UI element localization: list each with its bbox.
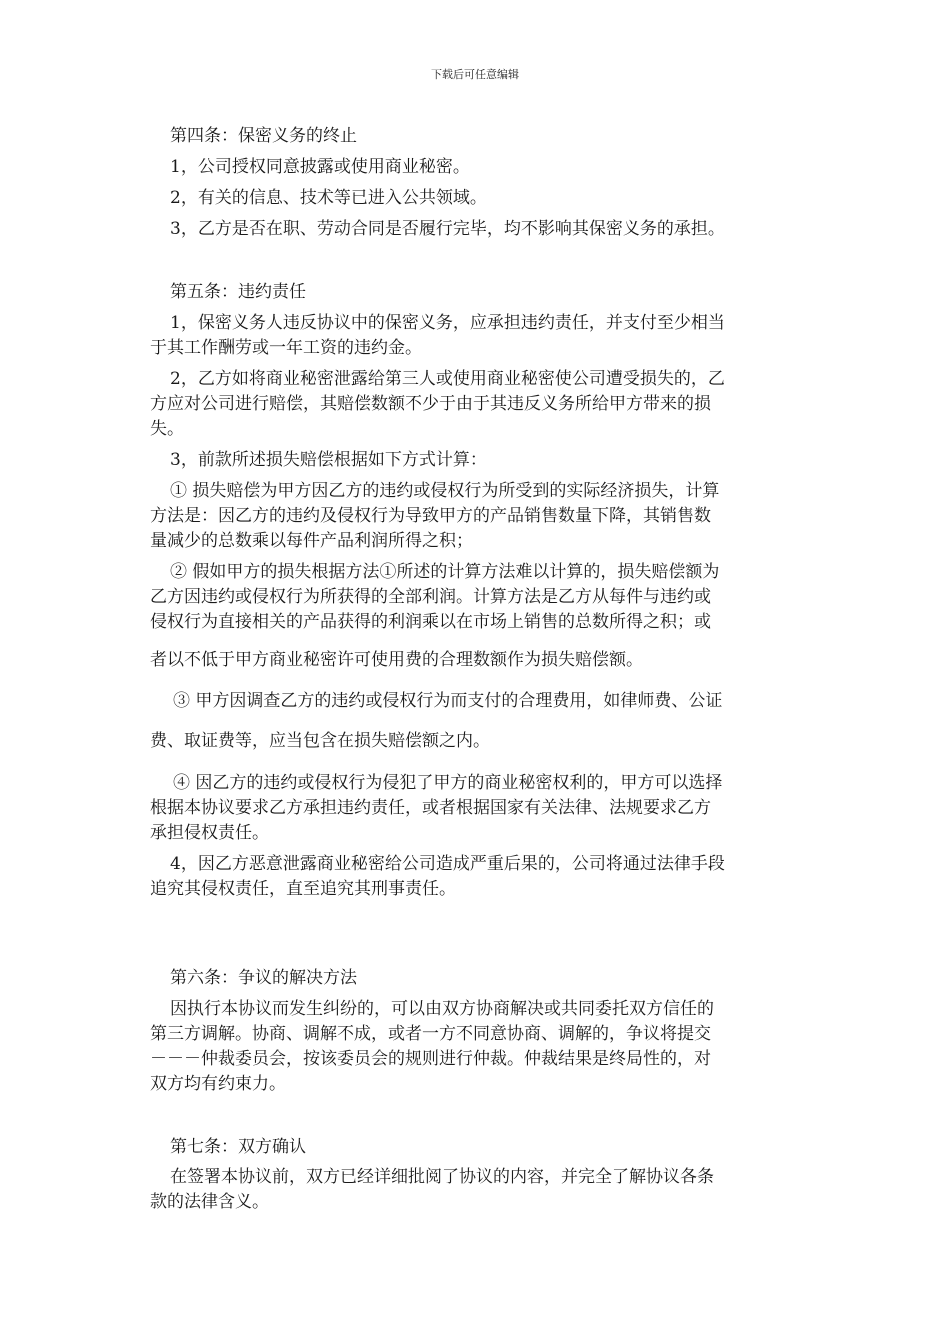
- paragraph-line: 失。: [150, 419, 184, 439]
- paragraph-line: 2，有关的信息、技术等已进入公共领域。: [170, 188, 487, 208]
- paragraph-line: 于其工作酬劳或一年工资的违约金。: [150, 338, 422, 358]
- paragraph-line: 乙方因违约或侵权行为所获得的全部利润。计算方法是乙方从每件与违约或: [150, 587, 711, 607]
- paragraph-line: 量减少的总数乘以每件产品利润所得之积；: [150, 531, 473, 551]
- paragraph-line: －－－仲裁委员会，按该委员会的规则进行仲裁。仲裁结果是终局性的，对: [150, 1049, 711, 1069]
- paragraph-line: 方应对公司进行赔偿，其赔偿数额不少于由于其违反义务所给甲方带来的损: [150, 394, 711, 414]
- paragraph-line: 1，公司授权同意披露或使用商业秘密。: [170, 157, 470, 177]
- paragraph-line: 款的法律含义。: [150, 1192, 269, 1212]
- paragraph-line: 双方均有约束力。: [150, 1074, 286, 1094]
- paragraph-line: 2，乙方如将商业秘密泄露给第三人或使用商业秘密使公司遭受损失的，乙: [170, 369, 725, 389]
- page-header: 下载后可任意编辑: [431, 68, 519, 81]
- section-heading-4: 第四条：保密义务的终止: [170, 126, 357, 146]
- paragraph-line: 在签署本协议前，双方已经详细批阅了协议的内容，并完全了解协议各条: [170, 1167, 714, 1187]
- paragraph-line: 1，保密义务人违反协议中的保密义务，应承担违约责任，并支付至少相当: [170, 313, 725, 333]
- paragraph-line: 追究其侵权责任，直至追究其刑事责任。: [150, 879, 456, 899]
- paragraph-line: 侵权行为直接相关的产品获得的利润乘以在市场上销售的总数所得之积；或: [150, 612, 711, 632]
- paragraph-line: 3，乙方是否在职、劳动合同是否履行完毕，均不影响其保密义务的承担。: [170, 219, 725, 239]
- paragraph-line: ① 损失赔偿为甲方因乙方的违约或侵权行为所受到的实际经济损失，计算: [170, 481, 720, 501]
- section-heading-7: 第七条：双方确认: [170, 1137, 306, 1157]
- paragraph-line: 承担侵权责任。: [150, 823, 269, 843]
- paragraph-line: 因执行本协议而发生纠纷的，可以由双方协商解决或共同委托双方信任的: [170, 999, 714, 1019]
- paragraph-line: 根据本协议要求乙方承担违约责任，或者根据国家有关法律、法规要求乙方: [150, 798, 711, 818]
- section-heading-5: 第五条：违约责任: [170, 282, 306, 302]
- paragraph-line: 第三方调解。协商、调解不成，或者一方不同意协商、调解的，争议将提交: [150, 1024, 711, 1044]
- section-heading-6: 第六条：争议的解决方法: [170, 968, 357, 988]
- paragraph-line: 费、取证费等，应当包含在损失赔偿额之内。: [150, 731, 490, 751]
- paragraph-line: ② 假如甲方的损失根据方法①所述的计算方法难以计算的，损失赔偿额为: [170, 562, 720, 582]
- paragraph-line: 者以不低于甲方商业秘密许可使用费的合理数额作为损失赔偿额。: [150, 650, 643, 670]
- paragraph-line: 4，因乙方恶意泄露商业秘密给公司造成严重后果的，公司将通过法律手段: [170, 854, 725, 874]
- paragraph-line: 方法是：因乙方的违约及侵权行为导致甲方的产品销售数量下降，其销售数: [150, 506, 711, 526]
- paragraph-line: ③ 甲方因调查乙方的违约或侵权行为而支付的合理费用，如律师费、公证: [173, 691, 723, 711]
- paragraph-line: ④ 因乙方的违约或侵权行为侵犯了甲方的商业秘密权利的，甲方可以选择: [173, 773, 723, 793]
- paragraph-line: 3，前款所述损失赔偿根据如下方式计算：: [170, 450, 487, 470]
